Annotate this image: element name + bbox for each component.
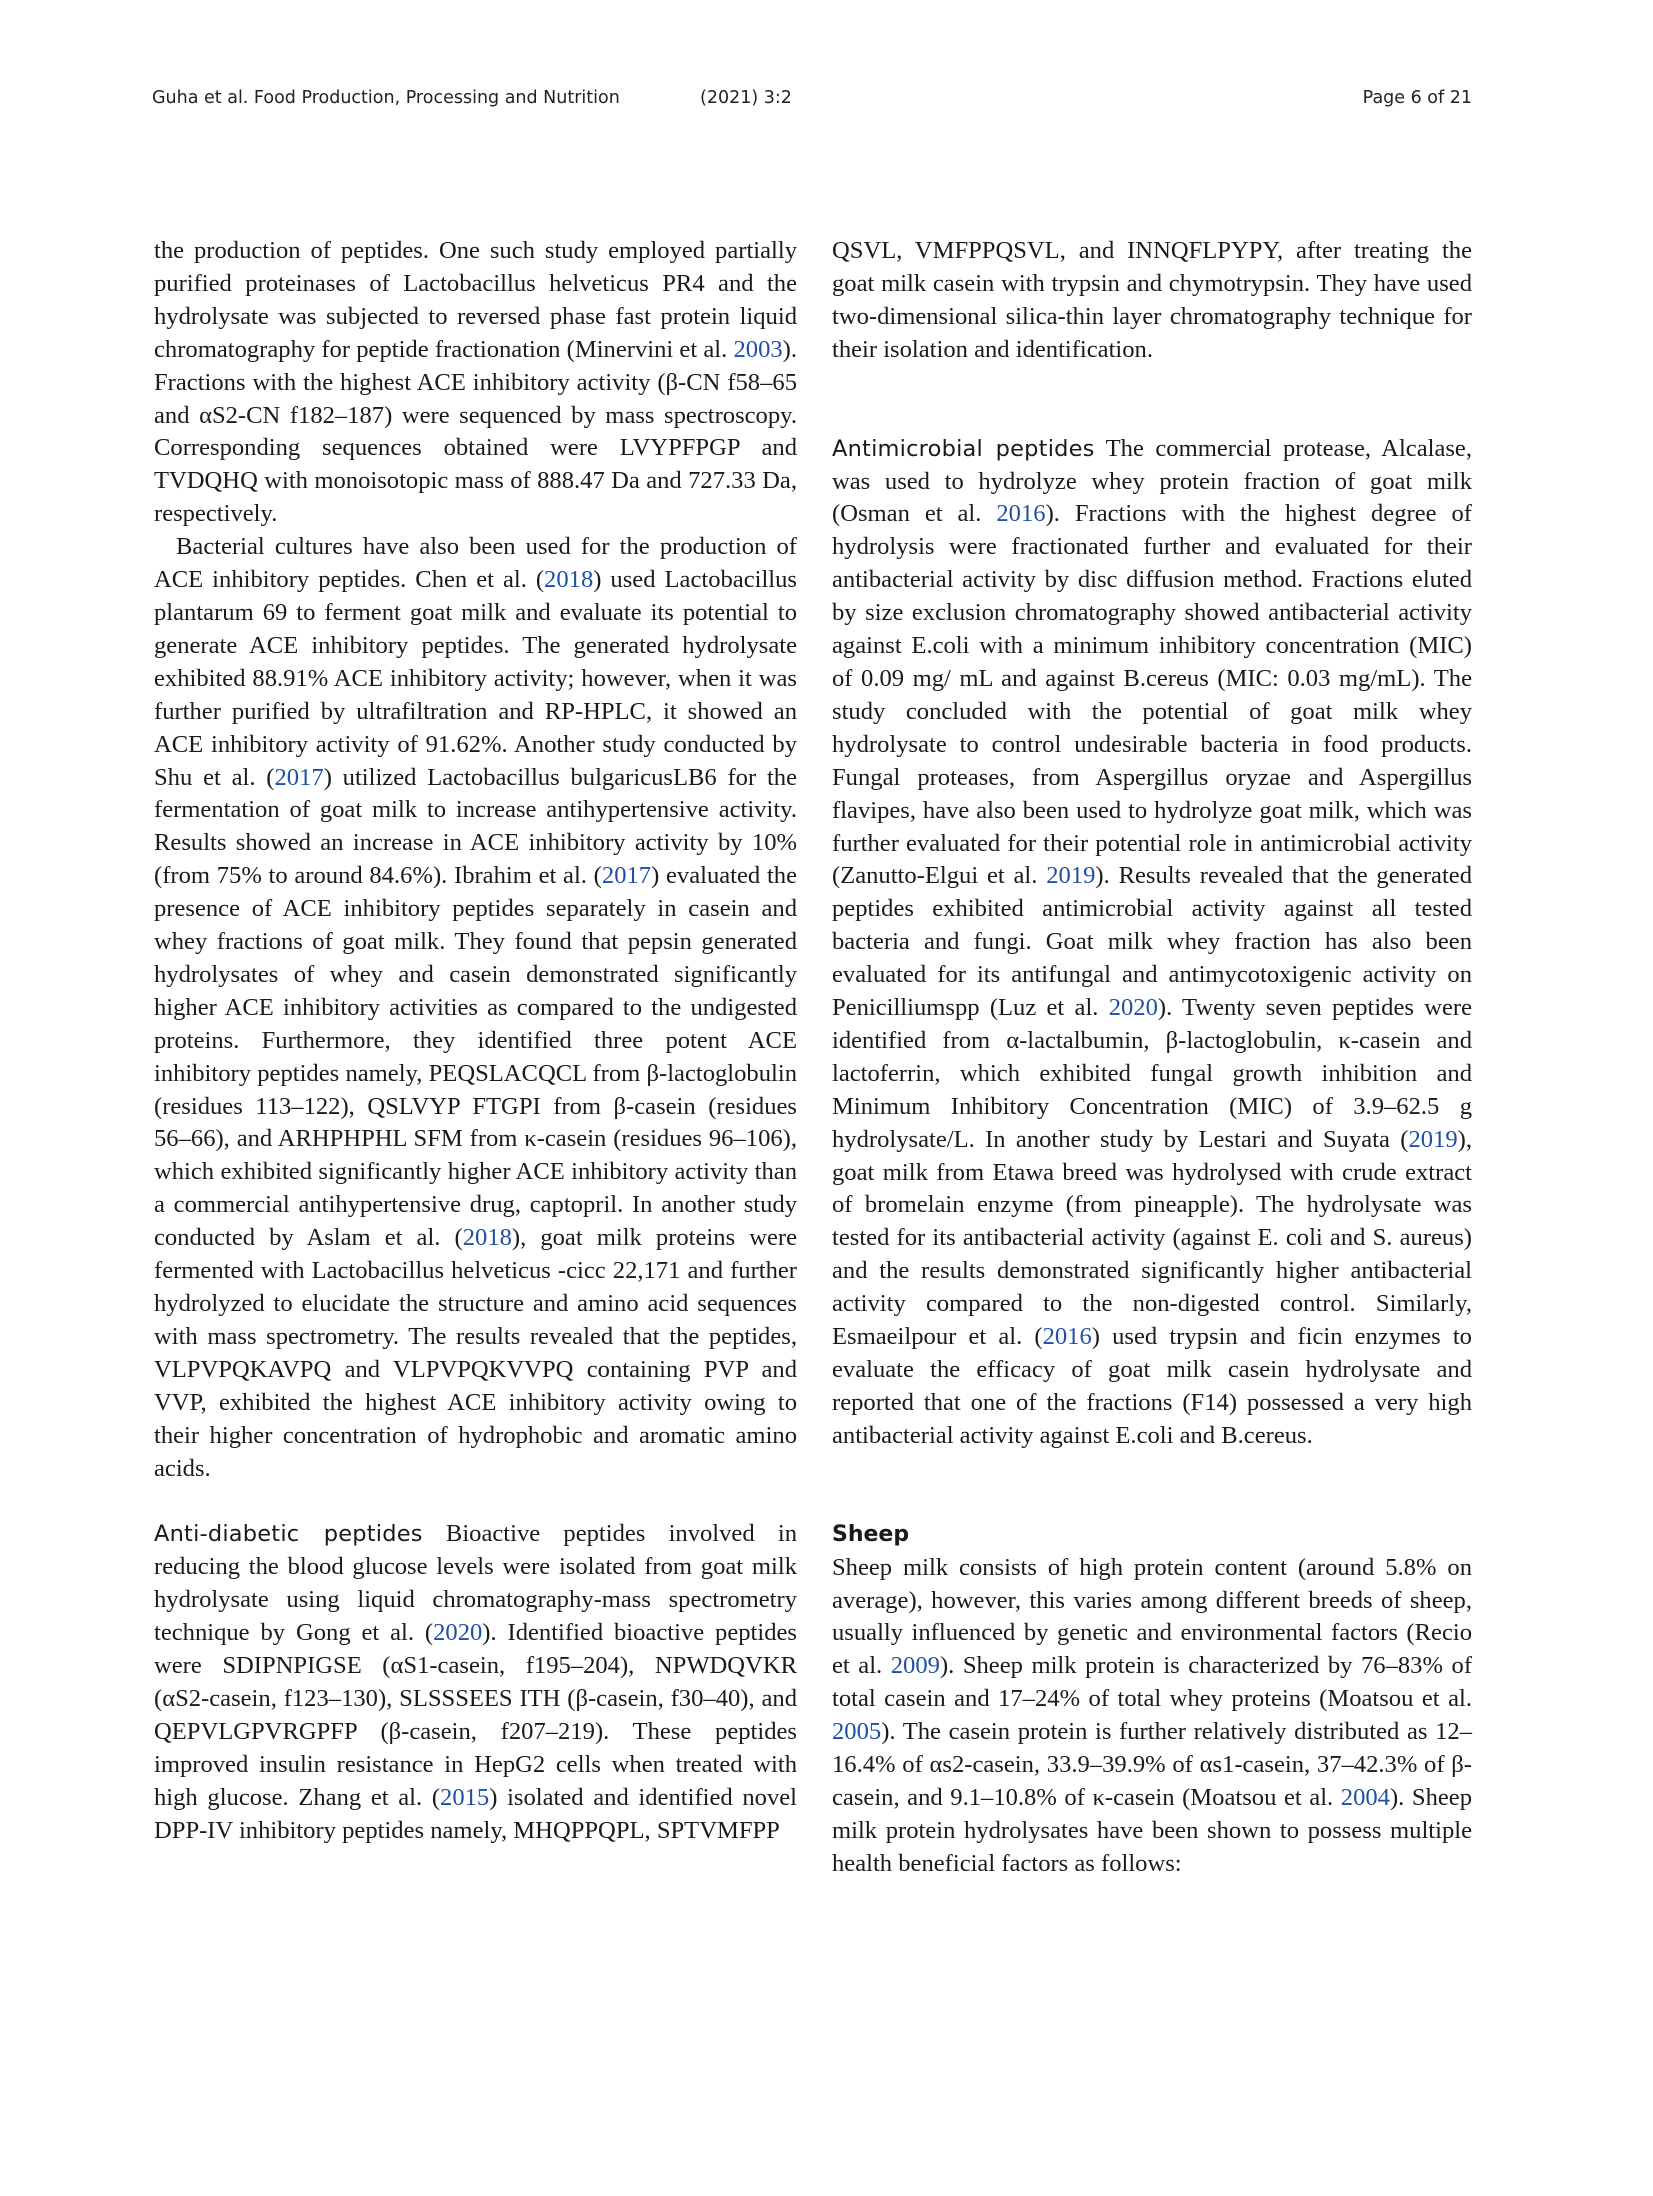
left-column — [154, 235, 797, 1848]
citation-year-link[interactable]: 2018 — [544, 566, 594, 594]
text-run: ). The casein protein is further relatively distributed as 12–16.4% of αs2-casein, 33.9–39.9% of αs1-casein, 37–42.3% of β-casein, and 9.1–10.8% of κ-casein (Moatsou et al. — [832, 1718, 1472, 1811]
section-gap — [832, 1453, 1472, 1519]
citation-year-link[interactable]: 2019 — [1046, 862, 1096, 890]
text-run: ) used Lactobacillus plantarum 69 to ferment goat milk and evaluate its potential to generate ACE inhibitory peptides. The generated hydrolysate exhibited 88.91% ACE inhibitory activity; however, when it was further purified by ultrafiltration and RP-HPLC, it showed an ACE inhibitory activity of 91.62%. Another study conducted by Shu et al. ( — [154, 566, 797, 791]
anti-diabetic-body — [154, 1520, 797, 1843]
text-run: Sheep milk consists of high protein content (around 5.8% on average), however, this varies among different breeds of sheep, usually influenced by genetic and environmental factors (Recio et al. — [832, 1553, 1472, 1680]
heading-anti-diabetic-peptides: Anti-diabetic peptides — [154, 1521, 423, 1548]
text-run: ) utilized Lactobacillus bulgaricusLB6 for the fermentation of goat milk to increase antihypertensive activity. Results showed an increase in ACE inhibitory activity by 10% (from 75% to around 84.6%). Ibrahim et al. ( — [154, 763, 797, 890]
citation-year-link[interactable]: 2017 — [601, 862, 652, 890]
paragraph-antimicrobial — [832, 433, 1472, 1453]
citation-year-link[interactable]: 2004 — [1340, 1783, 1390, 1811]
text-run: ) used trypsin and ficin enzymes to evaluate the efficacy of goat milk casein hydrolysate and reported that one of the fractions (F14) possessed a very high antibacterial activity against E.coli and B.cereus. — [832, 1323, 1472, 1449]
citation-year-link[interactable]: 2020 — [433, 1619, 483, 1647]
antimicrobial-body — [832, 435, 1472, 1449]
citation-year-link[interactable]: 2016 — [996, 500, 1046, 528]
citation-year-link[interactable]: 2018 — [462, 1224, 512, 1252]
paragraph-dpp-iv-continued — [832, 235, 1472, 367]
text-run: ) isolated and identified novel DPP-IV inhibitory peptides namely, MHQPPQPL, SPTVMFPP — [154, 1783, 797, 1844]
running-header — [152, 88, 1472, 118]
page-number: Page 6 of 21 — [1362, 88, 1472, 108]
text-run: ). Fractions with the highest ACE inhibitory activity (β-CN f58–65 and αS2-CN f182–187) were sequenced by mass spectroscopy. Corresponding sequences obtained were LVYPFPGP and TVDQHQ with monoisotopic mass of 888.47 Da and 727.33 Da, respectively. — [154, 335, 797, 528]
text-run: ). Fractions with the highest degree of hydrolysis were fractionated further and evaluated for their antibacterial activity by disc diffusion method. Fractions eluted by size exclusion chromatography showed antibacterial activity against E.coli with a minimum inhibitory concentration (MIC) of 0.09 mg/ mL and against B.cereus (MIC: 0.03 mg/mL). The study concluded with the potential of goat milk whey hydrolysate to control undesirable bacteria in food products. Fungal proteases, from Aspergillus oryzae and Aspergillus flavipes, have also been used to hydrolyze goat milk, which was further evaluated for their potential role in antimicrobial activity (Zanutto-Elgui et al. — [832, 500, 1472, 890]
text-run: ), goat milk proteins were fermented with Lactobacillus helveticus -cicc 22,171 and further hydrolyzed to elucidate the structure and amino acid sequences with mass spectrometry. The results revealed that the peptides, VLPVPQKAVPQ and VLPVPQKVVPQ containing PVP and VVP, exhibited the highest ACE inhibitory activity owing to their higher concentration of hydrophobic and aromatic amino acids. — [154, 1224, 797, 1482]
paragraph-anti-diabetic — [154, 1518, 797, 1847]
text-run: QSVL, VMFPPQSVL, and INNQFLPYPY, after treating the goat milk casein with trypsin and chymotrypsin. They have used two-dimensional silica-thin layer chromatography technique for their isolation and identification. — [832, 237, 1472, 363]
section-gap — [832, 367, 1472, 433]
text-run: Bioactive peptides involved in reducing the blood glucose levels were isolated from goat milk hydrolysate using liquid chromatography-mass spectrometry technique by Gong et al. ( — [154, 1520, 797, 1647]
citation-year-link[interactable]: 2016 — [1042, 1323, 1092, 1351]
journal-citation: Guha et al. Food Production, Processing and Nutrition — [152, 88, 620, 108]
paragraph-ace-continued — [154, 235, 797, 531]
citation-year-link[interactable]: 2017 — [274, 763, 324, 791]
heading-antimicrobial-peptides: Antimicrobial peptides — [832, 435, 1095, 462]
text-run: the production of peptides. One such study employed partially purified proteinases of Lactobacillus helveticus PR4 and the hydrolysate was subjected to reversed phase fast protein liquid chromatography for peptide fractionation (Minervini et al. — [154, 237, 797, 363]
text-run: ). Results revealed that the generated peptides exhibited antimicrobial activity against all tested bacteria and fungi. Goat milk whey fraction has also been evaluated for its antifungal and antimycotoxigenic activity on Penicilliumspp (Luz et al. — [832, 862, 1472, 1022]
paragraph-bacterial-cultures — [154, 531, 797, 1485]
text-run: The commercial protease, Alcalase, was used to hydrolyze whey protein fraction of goat milk (Osman et al. — [832, 434, 1472, 528]
right-column — [832, 235, 1472, 1881]
text-run: ) evaluated the presence of ACE inhibitory peptides separately in casein and whey fractions of goat milk. They found that pepsin generated hydrolysates of whey and casein demonstrated significantly higher ACE inhibitory activities as compared to the undigested proteins. Furthermore, they identified three potent ACE inhibitory peptides namely, PEQSLACQCL from β-lactoglobulin (residues 113–122), QSLVYP FTGPI from β-casein (residues 56–66), and ARHPHPHL SFM from κ-casein (residues 96–106), which exhibited significantly higher ACE inhibitory activity than a commercial antihypertensive drug, captopril. In another study conducted by Aslam et al. ( — [154, 862, 797, 1252]
citation-year-link[interactable]: 2020 — [1108, 994, 1158, 1022]
citation-year-link[interactable]: 2009 — [890, 1652, 940, 1680]
text-run: ). Sheep milk protein is characterized by 76–83% of total casein and 17–24% of total whey proteins (Moatsou et al. — [832, 1652, 1473, 1713]
section-gap — [154, 1485, 797, 1518]
citation-year-link[interactable]: 2003 — [733, 335, 783, 363]
heading-sheep: Sheep — [832, 1521, 910, 1547]
journal-year-volume: (2021) 3:2 — [700, 88, 792, 108]
citation-year-link[interactable]: 2015 — [440, 1783, 490, 1811]
text-run: ). Twenty seven peptides were identified from α-lactalbumin, β-lactoglobulin, κ-casein and lactoferrin, which exhibited fungal growth inhibition and Minimum Inhibitory Concentration (MIC) of 3.9–62.5 g hydrolysate/L. In another study by Lestari and Suyata ( — [832, 994, 1472, 1153]
citation-year-link[interactable]: 2005 — [832, 1718, 882, 1746]
text-run: ). Identified bioactive peptides were SDIPNPIGSE (αS1-casein, f195–204), NPWDQVKR (αS2-casein, f123–130), SLSSSEES ITH (β-casein, f30–40), and QEPVLGPVRGPFP (β-casein, f207–219). These peptides improved insulin resistance in HepG2 cells when treated with high glucose. Zhang et al. ( — [154, 1619, 797, 1811]
paragraph-sheep — [832, 1552, 1472, 1881]
citation-year-link[interactable]: 2019 — [1408, 1125, 1458, 1153]
text-run: ), goat milk from Etawa breed was hydrolysed with crude extract of bromelain enzyme (from pineapple). The hydrolysate was tested for its antibacterial activity (against E. coli and S. aureus) and the results demonstrated significantly higher antibacterial activity compared to the non-digested control. Similarly, Esmaeilpour et al. ( — [832, 1125, 1472, 1351]
text-run: ). Sheep milk protein hydrolysates have been shown to possess multiple health beneficial factors as follows: — [832, 1783, 1472, 1877]
text-run: Bacterial cultures have also been used for the production of ACE inhibitory peptides. Chen et al. ( — [154, 533, 797, 594]
